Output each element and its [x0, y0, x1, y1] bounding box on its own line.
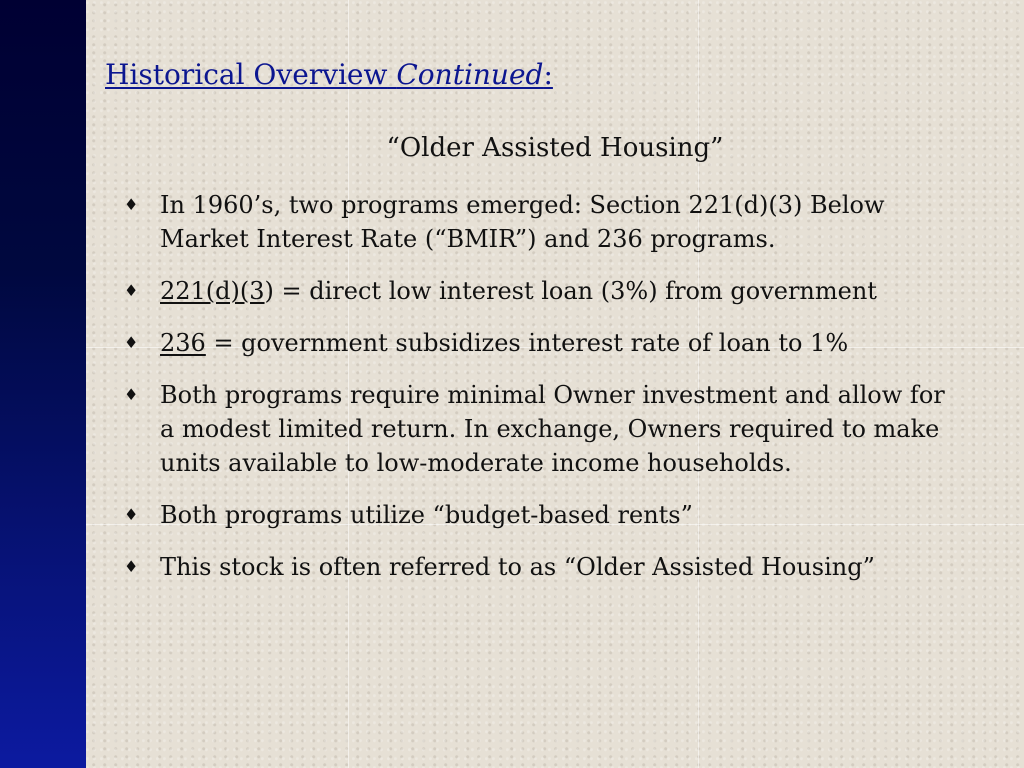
- title-colon: :: [543, 58, 553, 91]
- bullet-text: [160, 274, 877, 308]
- left-color-bar: [0, 0, 86, 768]
- slide-title: [105, 58, 553, 91]
- bullet-text-rest: = government subsidizes interest rate of loan to 1%: [205, 329, 849, 357]
- slide-subtitle: “Older Assisted Housing”: [386, 133, 724, 163]
- diamond-bullet-icon: ♦: [124, 557, 139, 576]
- bullet-item: [124, 188, 954, 256]
- bullet-text: [160, 326, 848, 360]
- bullet-text: In 1960’s, two programs emerged: Section 221(d)(3) Below Market Interest Rate (“BMIR”) and 236 programs.: [160, 191, 885, 253]
- bullet-text-rest: ) = direct low interest loan (3%) from government: [264, 277, 877, 305]
- program-term: 236: [160, 329, 206, 357]
- bullet-list: [124, 188, 954, 602]
- diamond-bullet-icon: ♦: [124, 281, 139, 300]
- title-main: Historical Overview: [105, 58, 388, 91]
- bullet-item: [124, 550, 954, 584]
- bullet-item: [124, 498, 954, 532]
- diamond-bullet-icon: ♦: [124, 195, 139, 214]
- bullet-item: [124, 378, 954, 480]
- diamond-bullet-icon: ♦: [124, 333, 139, 352]
- bullet-text: This stock is often referred to as “Older Assisted Housing”: [160, 553, 875, 581]
- bullet-item: [124, 274, 954, 308]
- bullet-text: Both programs utilize “budget-based rents”: [160, 501, 693, 529]
- program-term: 221(d)(3: [160, 277, 265, 305]
- diamond-bullet-icon: ♦: [124, 385, 139, 404]
- bullet-text: Both programs require minimal Owner investment and allow for a modest limited return. In exchange, Owners required to make units available to low-moderate income households.: [160, 381, 945, 477]
- diamond-bullet-icon: ♦: [124, 505, 139, 524]
- title-italic: Continued: [396, 58, 544, 91]
- bullet-item: [124, 326, 954, 360]
